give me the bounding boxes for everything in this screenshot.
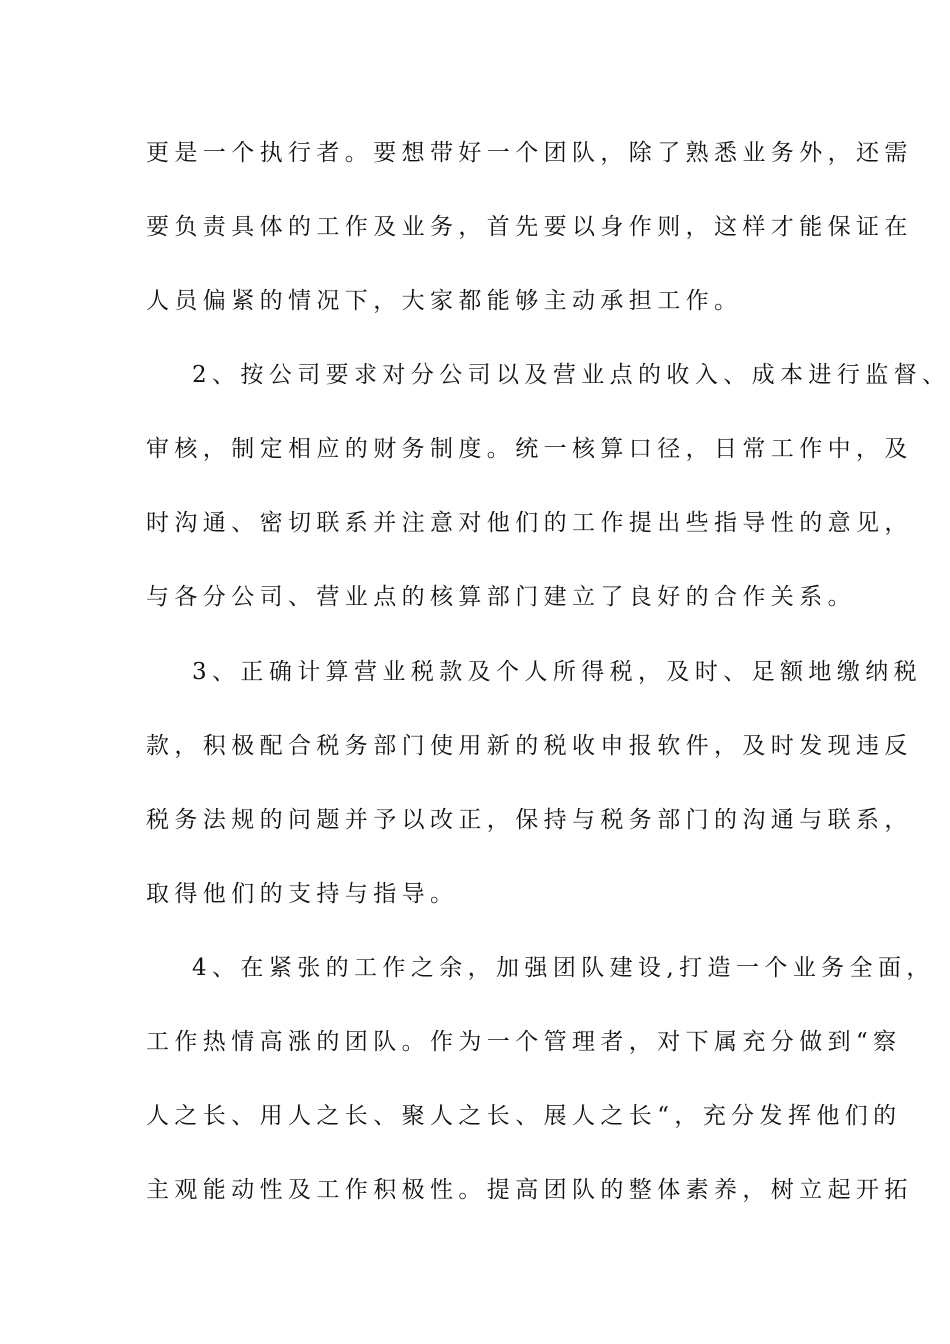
paragraph-line: 更是一个执行者。要想带好一个团队，除了熟悉业务外，还需 — [146, 140, 913, 166]
paragraph-line: 款，积极配合税务部门使用新的税收申报软件，及时发现违反 — [146, 733, 913, 759]
paragraph-line: 人员偏紧的情况下，大家都能够主动承担工作。 — [146, 288, 743, 314]
paragraph-line: 主观能动性及工作积极性。提高团队的整体素养，树立起开拓 — [146, 1177, 913, 1203]
paragraph-line: 时沟通、密切联系并注意对他们的工作提出些指导性的意见， — [146, 510, 913, 536]
paragraph-line: 4、在紧张的工作之余，加强团队建设,打造一个业务全面， — [192, 955, 935, 981]
paragraph-line: 2、按公司要求对分公司以及营业点的收入、成本进行监督、 — [192, 362, 950, 388]
paragraph-line: 要负责具体的工作及业务，首先要以身作则，这样才能保证在 — [146, 214, 913, 240]
paragraph-line: 审核，制定相应的财务制度。统一核算口径，日常工作中，及 — [146, 436, 913, 462]
paragraph-line: 税务法规的问题并予以改正，保持与税务部门的沟通与联系， — [146, 807, 913, 833]
paragraph-line: 工作热情高涨的团队。作为一个管理者，对下属充分做到“察 — [146, 1029, 902, 1055]
paragraph-line: 取得他们的支持与指导。 — [146, 881, 459, 907]
paragraph-line: 3、正确计算营业税款及个人所得税，及时、足额地缴纳税 — [192, 659, 923, 685]
paragraph-line: 与各分公司、营业点的核算部门建立了良好的合作关系。 — [146, 584, 856, 610]
paragraph-line: 人之长、用人之长、聚人之长、展人之长“，充分发挥他们的 — [146, 1103, 902, 1129]
